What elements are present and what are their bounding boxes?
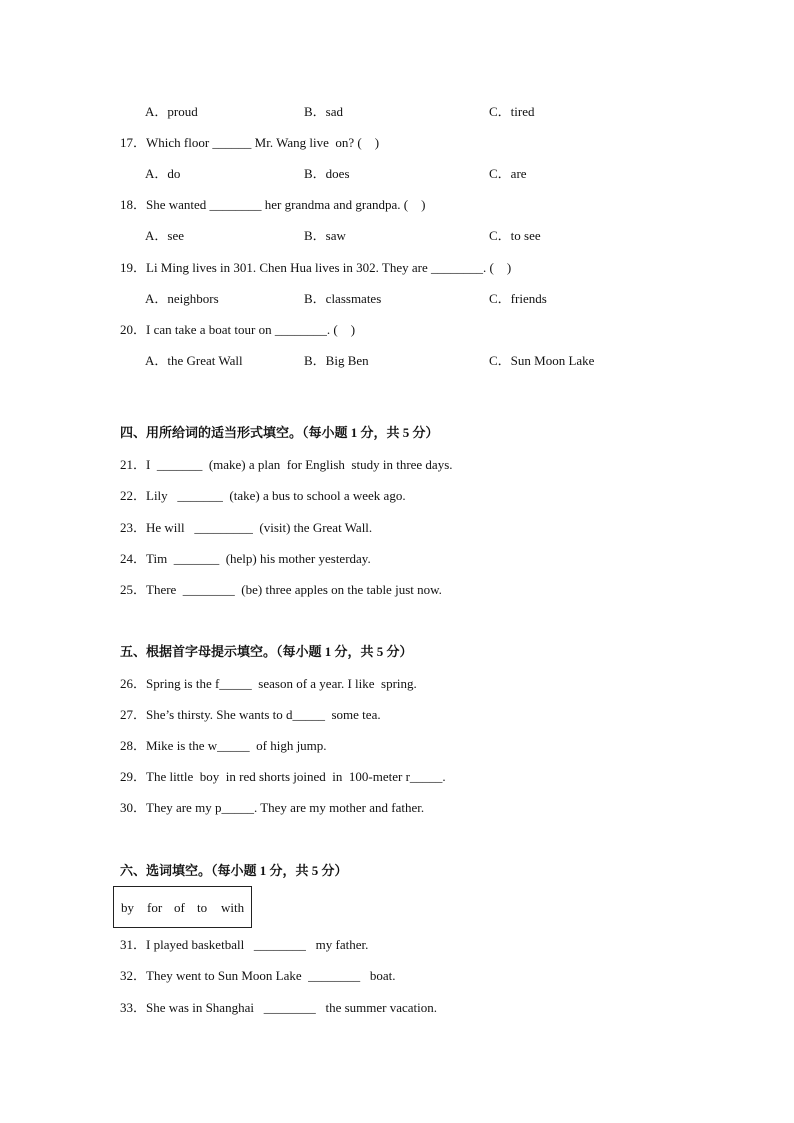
q19-option-c: C．friends <box>489 291 547 306</box>
q19-option-b: B．classmates <box>304 291 382 306</box>
question-20: 20．I can take a boat tour on ________. ( ) <box>120 322 356 337</box>
word-bank-box <box>113 886 252 928</box>
question-18: 18．She wanted ________ her grandma and grandpa. ( ) <box>120 197 426 212</box>
question-26: 26．Spring is the f_____ season of a year. I like spring. <box>120 676 417 691</box>
q19-option-a: A．neighbors <box>145 291 219 306</box>
question-24: 24．Tim _______ (help) his mother yesterday. <box>120 551 371 566</box>
word-bank-word: by <box>121 900 134 915</box>
question-22: 22．Lily _______ (take) a bus to school a week ago. <box>120 488 406 503</box>
question-23: 23．He will _________ (visit) the Great Wall. <box>120 520 373 535</box>
q20-option-c: C．Sun Moon Lake <box>489 353 595 368</box>
question-17: 17．Which floor ______ Mr. Wang live on? ( ) <box>120 135 380 150</box>
q16-option-b: B．sad <box>304 104 344 119</box>
question-27: 27．She’s thirsty. She wants to d_____ some tea. <box>120 707 381 722</box>
question-33: 33．She was in Shanghai ________ the summer vacation. <box>120 1000 438 1015</box>
word-bank-word: with <box>221 900 245 915</box>
q18-option-c: C．to see <box>489 228 541 243</box>
question-21: 21．I _______ (make) a plan for English study in three days. <box>120 457 453 472</box>
question-25: 25．There ________ (be) three apples on the table just now. <box>120 582 442 597</box>
word-bank-word: of <box>174 900 185 915</box>
question-31: 31．I played basketball ________ my father. <box>120 937 369 952</box>
word-bank-word: to <box>197 900 208 915</box>
q18-option-b: B．saw <box>304 228 346 243</box>
q20-option-b: B．Big Ben <box>304 353 369 368</box>
word-bank-word: for <box>147 900 163 915</box>
q17-option-b: B．does <box>304 166 350 181</box>
question-28: 28．Mike is the w_____ of high jump. <box>120 738 327 753</box>
q16-option-c: C．tired <box>489 104 535 119</box>
q20-option-a: A．the Great Wall <box>145 353 243 368</box>
q18-option-a: A．see <box>145 228 184 243</box>
question-29: 29．The little boy in red shorts joined in 100-meter r_____. <box>120 769 446 784</box>
section-5-heading: 五、根据首字母提示填空。（每小题 1 分，共 5 分） <box>120 644 413 659</box>
q16-option-a: A．proud <box>145 104 198 119</box>
question-19: 19．Li Ming lives in 301. Chen Hua lives in 302. They are ________. ( ) <box>120 260 512 275</box>
q17-option-c: C．are <box>489 166 527 181</box>
question-32: 32．They went to Sun Moon Lake ________ boat. <box>120 968 396 983</box>
section-4-heading: 四、用所给词的适当形式填空。（每小题 1 分，共 5 分） <box>120 425 439 440</box>
q17-option-a: A．do <box>145 166 181 181</box>
question-30: 30．They are my p_____. They are my mother and father. <box>120 800 425 815</box>
section-6-heading: 六、选词填空。（每小题 1 分，共 5 分） <box>120 863 348 878</box>
